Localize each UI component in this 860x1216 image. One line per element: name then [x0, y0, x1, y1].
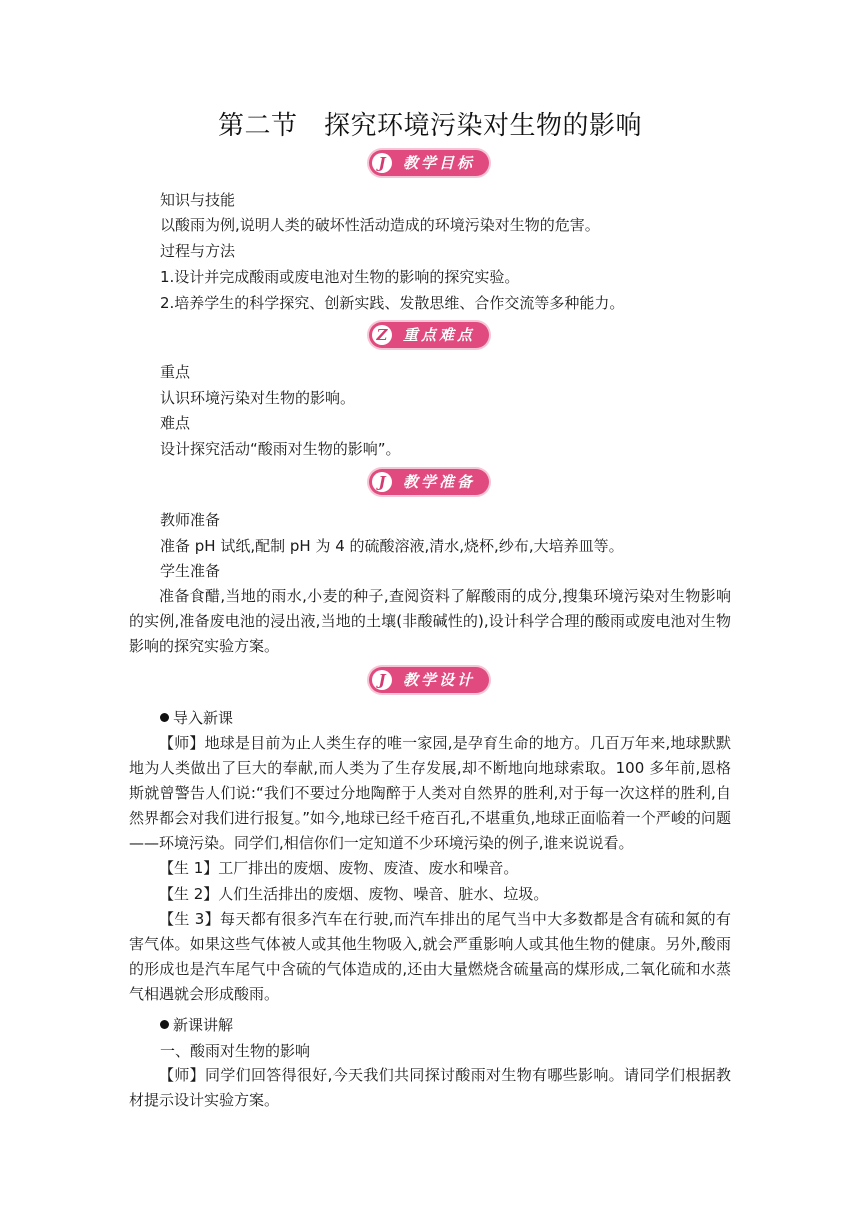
text-line: 准备 pH 试纸,配制 pH 为 4 的硫酸溶液,清水,烧杯,纱布,大培养皿等。	[160, 537, 624, 555]
letter-circle-icon: Z	[372, 325, 392, 345]
bullet-dot-icon	[160, 713, 169, 722]
list-item: 2.培养学生的科学探究、创新实践、发散思维、合作交流等多种能力。	[160, 294, 625, 312]
section-badge-label: 教学准备	[402, 473, 475, 491]
paragraph: 【生 1】工厂排出的废烟、废物、废渣、废水和噪音。	[159, 859, 519, 877]
letter-circle-icon: J	[372, 153, 392, 173]
bullet-dot-icon	[160, 1020, 169, 1029]
paragraph: 【生 3】每天都有很多汽车在行驶,而汽车排出的尾气当中大多数都是含有硫和氮的有害气体。如果这些气体被人或其他生物吸入,就会严重影响人或其他生物的健康。另外,酸雨的形成也是汽车尾气中含硫的气体造成的,还由大量燃烧含硫量高的煤形成,二氧化硫和水蒸气相遇就会形成酸雨。	[129, 910, 731, 1003]
paragraph: 准备食醋,当地的雨水,小麦的种子,查阅资料了解酸雨的成分,搜集环境污染对生物影响的实例,准备废电池的浸出液,当地的土壤(非酸碱性的),设计科学合理的酸雨或废电池对生物影响的探究实验方案。	[129, 587, 731, 655]
subheading-process-methods: 过程与方法	[160, 242, 236, 260]
paragraph: 【生 2】人们生活排出的废烟、废物、噪音、脏水、垃圾。	[159, 885, 549, 903]
section-badge-teaching-prep	[369, 469, 489, 495]
section-badge-teaching-design	[369, 667, 489, 693]
letter-circle-icon: J	[372, 472, 392, 492]
subheading-knowledge-skills: 知识与技能	[160, 191, 236, 209]
paragraph: 【师】地球是目前为止人类生存的唯一家园,是孕育生命的地方。几百万年来,地球默默地为人类做出了巨大的奉献,而人类为了生存发展,却不断地向地球索取。100 多年前,恩格斯就曾警告人们说:“我们不要过分地陶醉于人类对自然界的胜利,对于每一次这样的胜利,自然界都会对我们进行报复。”如今,地球已经千疮百孔,不堪重负,地球正面临着一个严峻的问题——环境污染。同学们,相信你们一定知道不少环境污染的例子,谁来说说看。	[129, 734, 731, 852]
text-line: 认识环境污染对生物的影响。	[160, 389, 356, 407]
section-badge-label: 教学设计	[402, 671, 475, 689]
section-badge-teaching-goals	[369, 150, 489, 176]
section-badge-key-points	[369, 322, 489, 348]
page-title: 第二节 探究环境污染对生物的影响	[217, 111, 642, 141]
section-badge-label: 重点难点	[402, 326, 475, 344]
text-line: 设计探究活动“酸雨对生物的影响”。	[160, 440, 401, 458]
subheading-teacher-prep: 教师准备	[160, 511, 221, 529]
paragraph: 【师】同学们回答得很好,今天我们共同探讨酸雨对生物有哪些影响。请同学们根据教材提示设计实验方案。	[129, 1066, 731, 1109]
text-line: 以酸雨为例,说明人类的破坏性活动造成的环境污染对生物的危害。	[160, 216, 600, 234]
letter-circle-icon: J	[372, 670, 392, 690]
subheading-difficulty: 难点	[160, 414, 191, 432]
subheading-acid-rain: 一、酸雨对生物的影响	[160, 1042, 311, 1060]
subheading-student-prep: 学生准备	[160, 562, 221, 580]
bullet-heading-intro: 导入新课	[160, 708, 233, 728]
subheading-key-point: 重点	[160, 363, 191, 381]
bullet-heading-new-lesson: 新课讲解	[160, 1015, 233, 1035]
list-item: 1.设计并完成酸雨或废电池对生物的影响的探究实验。	[160, 268, 520, 286]
section-badge-label: 教学目标	[402, 154, 475, 172]
